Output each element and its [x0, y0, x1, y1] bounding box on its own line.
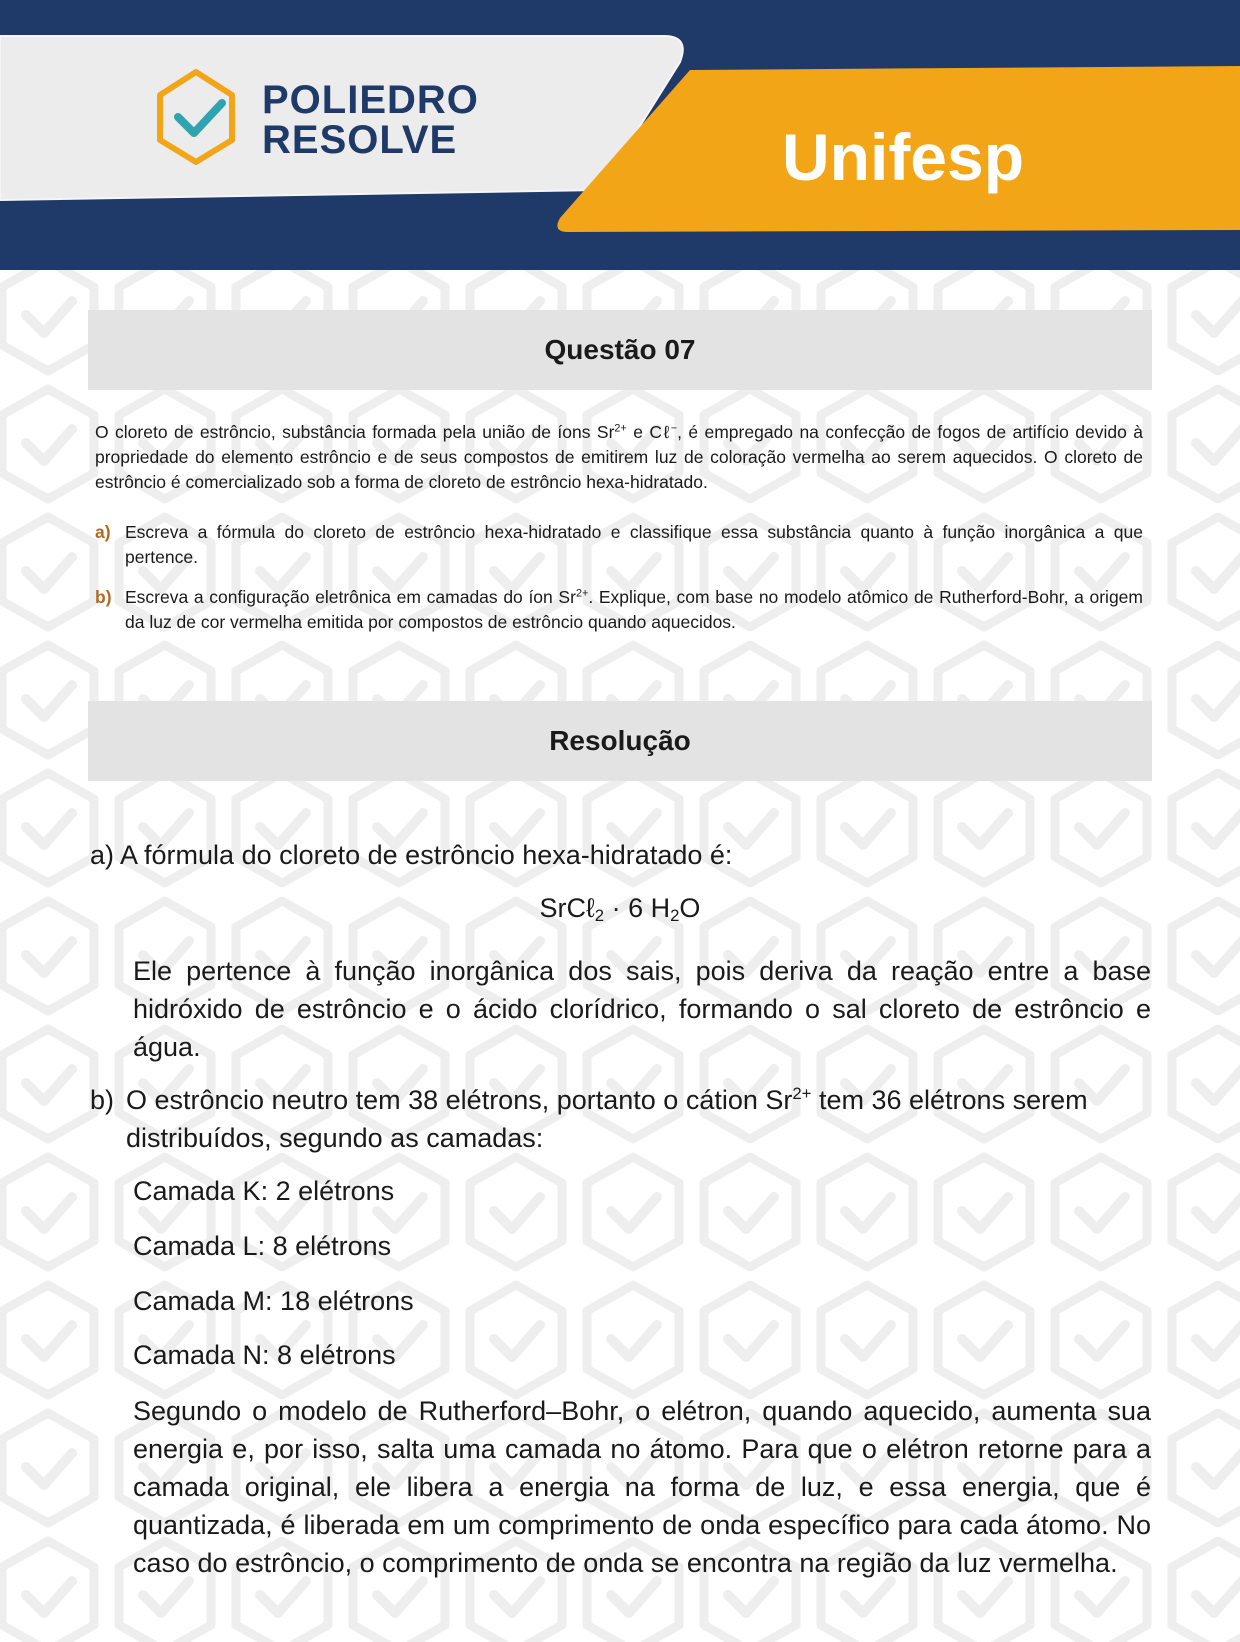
logo-text-resolve: RESOLVE: [262, 118, 458, 162]
item-b-label: b): [95, 587, 112, 607]
shell-m: Camada M: 18 elétrons: [133, 1286, 414, 1316]
question-title: Questão 07: [88, 310, 1152, 390]
resolution-b-label: b): [90, 1085, 115, 1115]
question-item-a: [95, 520, 1143, 570]
item-b-text: Escreva a configuração eletrônica em camadas do íon $Sr^{2+}$. Explique, com base no modelo atômico de Rutherford-Bohr, a origem da luz de cor vermelha emitida por compostos de estrôncio quando aquecidos.: [125, 587, 1143, 632]
question-item-b: [95, 585, 1143, 635]
resolution-title: Resolução: [88, 701, 1152, 781]
shell-l: Camada L: 8 elétrons: [133, 1231, 392, 1261]
item-a-text: Escreva a fórmula do cloreto de estrôncio hexa-hidratado e classifique essa substância quanto à função inorgânica a que pertence.: [125, 522, 1143, 567]
shell-k: Camada K: 2 elétrons: [133, 1176, 395, 1206]
brand-unifesp: Unifesp: [782, 120, 1025, 194]
resolution-b-explanation: Segundo o modelo de Rutherford–Bohr, o elétron, quando aquecido, aumenta sua energia e, por isso, salta uma camada no átomo. Para que o elétron retorne para a camada original, ele libera a energia na forma de luz, e essa energia, que é quantizada, é liberada em um comprimento de onda específico para cada átomo. No caso do estrôncio, o comprimento de onda se encontra na região da luz vermelha.: [133, 1396, 1151, 1578]
resolution-b-intro: [90, 1081, 1150, 1157]
logo-text-poliedro: POLIEDRO: [262, 78, 479, 122]
shell-n: Camada N: 8 elétrons: [133, 1340, 396, 1370]
item-a-label: a): [95, 522, 111, 542]
question-statement: O cloreto de estrôncio, substância formada pela união de íons $Sr^{2+}$ e Cℓ−, é empregado na confecção de fogos de artifício devido à propriedade do elemento estrôncio e de seus compostos de emitirem luz de coloração vermelha ao serem aquecidos. O cloreto de estrôncio é comercializado sob a forma de cloreto de estrôncio hexa-hidratado.: [95, 422, 1144, 492]
resolution-a-explanation: Ele pertence à função inorgânica dos sais, pois deriva da reação entre a base hidróxido de estrôncio e o ácido clorídrico, formando o sal cloreto de estrôncio e água.: [133, 956, 1151, 1062]
resolution-a-title: a) A fórmula do cloreto de estrôncio hexa-hidratado é:: [90, 840, 733, 870]
resolution-b-text: O estrôncio neutro tem 38 elétrons, portanto o cátion $Sr^{2+}$ tem 36 elétrons serem distribuídos, segundo as camadas:: [126, 1083, 1088, 1153]
formula-srcl2-hexahydrate: SrCℓ$_2$ · 6 $H_2O$: [539, 893, 701, 926]
